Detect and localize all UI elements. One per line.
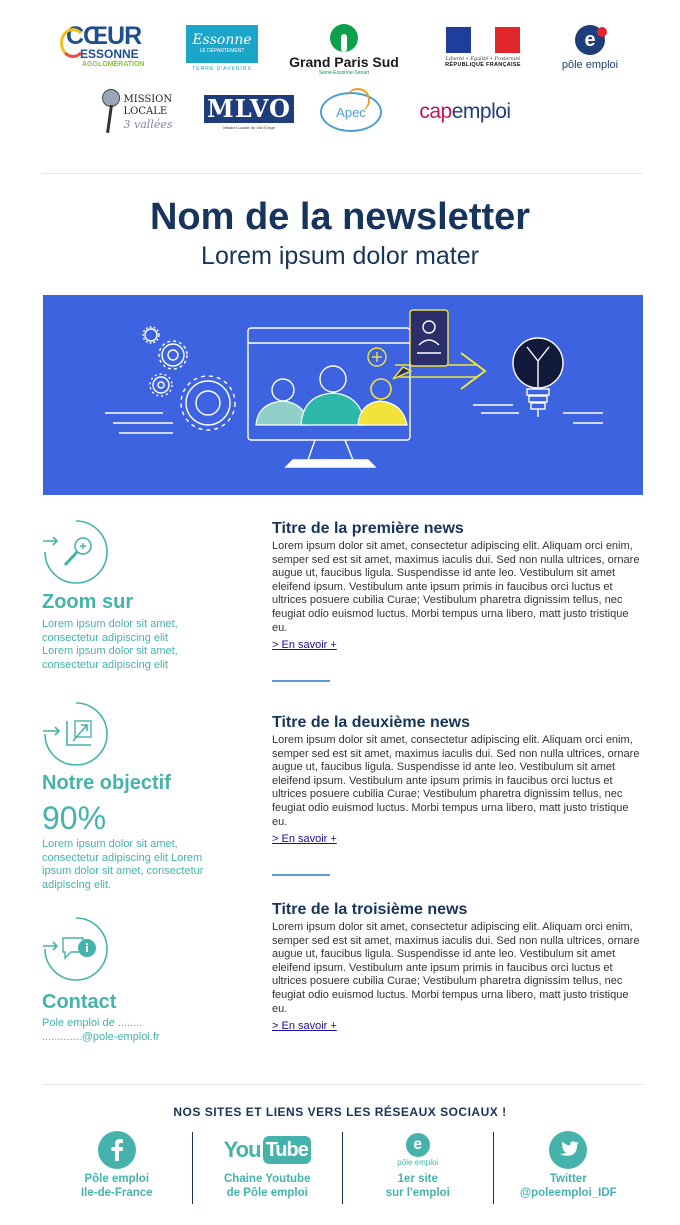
mission-locale-logo bbox=[92, 86, 180, 138]
logo-text: MLVO bbox=[204, 95, 294, 123]
link-label: Chaine Youtube bbox=[224, 1173, 311, 1185]
news-item bbox=[272, 900, 642, 1034]
gear-icon bbox=[159, 341, 187, 369]
news-body: Lorem ipsum dolor sit amet, consectetur adipiscing elit. Aliquam orci enim, semper sed est sit amet, maximus iaculis dui. Sed non nulla ultrices, ornare augue ut, faucibus ligula. Suspendisse id ante leo. Vestibulum sit amet eleifend ipsum. Vestibulum ante ipsum primis in faucibus orci luctus et ultrices posuere cubilia Curae; Vestibulum pharetra dignissim tellus, nec feugiat odio euismod luctus. Morbi tempus urna libero, matt justo tristique eu. bbox=[272, 921, 640, 1015]
person-figure-icon bbox=[100, 87, 120, 137]
divider bbox=[42, 173, 643, 174]
contact-info-icon bbox=[43, 916, 109, 982]
pole-emploi-icon: e pôle emploi bbox=[397, 1133, 438, 1167]
zoom-magnifier-icon bbox=[43, 519, 109, 585]
pole-emploi-site-link[interactable] bbox=[343, 1130, 493, 1205]
news-title: Titre de la première news bbox=[272, 520, 464, 537]
logo-text: TERRE D'AVENIRS bbox=[192, 65, 252, 72]
logo-text: Liberté • Égalité • Fraternité bbox=[445, 55, 521, 62]
logo-text: LOCALE bbox=[123, 105, 168, 117]
footer-title: NOS SITES ET LIENS VERS LES RÉSEAUX SOCIAUX ! bbox=[173, 1105, 507, 1119]
logo-text: MISSION bbox=[123, 93, 173, 105]
mlvo-logo bbox=[208, 94, 290, 130]
twitter-link[interactable] bbox=[494, 1130, 644, 1205]
facebook-link[interactable] bbox=[42, 1130, 192, 1205]
logo-text: 3 vallées bbox=[123, 117, 173, 131]
news-title: Titre de la deuxième news bbox=[272, 714, 471, 731]
essonne-logo bbox=[185, 24, 259, 72]
contact-line-1: Pole emploi de ........ bbox=[42, 1017, 143, 1029]
logo-text: AGGLOMÉRATION bbox=[82, 60, 145, 68]
zoom-title: Zoom sur bbox=[42, 591, 134, 613]
link-label: @poleemploi_IDF bbox=[519, 1186, 617, 1199]
french-flag-icon bbox=[446, 27, 520, 53]
news-separator bbox=[272, 680, 330, 682]
link-label: 1er site bbox=[397, 1173, 438, 1185]
objectif-title: Notre objectif bbox=[42, 772, 171, 794]
newsletter-subtitle: Lorem ipsum dolor mater bbox=[201, 242, 479, 270]
news-separator bbox=[272, 874, 330, 876]
logo-text: ESSONNE bbox=[80, 46, 139, 61]
logo-text: CŒUR bbox=[66, 21, 142, 50]
logo-text: pôle emploi bbox=[561, 59, 619, 71]
capemploi-logo bbox=[408, 94, 522, 130]
news-item bbox=[272, 519, 642, 653]
partner-logos bbox=[0, 0, 680, 170]
link-label: Twitter bbox=[549, 1173, 587, 1185]
logo-text: Seine-Essonne-Sénart bbox=[318, 69, 370, 76]
contact-line-2: .............@pole-emploi.fr bbox=[42, 1031, 160, 1043]
objectif-text: Lorem ipsum dolor sit amet, consectetur adipiscing elit Lorem ipsum dolor sit amet, consectetur adipiscing elit. bbox=[42, 838, 204, 891]
newsletter-title: Nom de la newsletter bbox=[149, 196, 531, 238]
news-body: Lorem ipsum dolor sit amet, consectetur adipiscing elit. Aliquam orci enim, semper sed est sit amet, maximus iaculis dui. Sed non nulla ultrices, ornare augue ut, faucibus ligula. Suspendisse id ante leo. Vestibulum sit amet eleifend ipsum. Vestibulum ante ipsum primis in faucibus orci luctus et ultrices posuere cubilia Curae; Vestibulum pharetra dignissim tellus, nec feugiat odio euismod luctus. Morbi tempus urna libero, matt justo tristique eu. bbox=[272, 734, 640, 828]
youtube-icon: You Tube bbox=[224, 1136, 311, 1164]
link-label: de Pôle emploi bbox=[226, 1186, 308, 1199]
logo-text: Apec bbox=[336, 104, 366, 120]
read-more-link[interactable]: > En savoir + bbox=[272, 833, 337, 846]
logo-text: Grand Paris Sud bbox=[289, 53, 399, 70]
gear-icon bbox=[181, 376, 235, 430]
link-label: sur l'emploi bbox=[385, 1186, 450, 1199]
hero-illustration bbox=[43, 295, 643, 495]
social-links bbox=[42, 1130, 643, 1205]
news-title: Titre de la troisième news bbox=[272, 901, 468, 918]
facebook-icon bbox=[98, 1131, 136, 1169]
logo-text: LE DÉPARTEMENT bbox=[199, 48, 245, 54]
logo-text: capemploi bbox=[419, 100, 511, 123]
pole-emploi-logo bbox=[552, 22, 628, 74]
twitter-icon bbox=[549, 1131, 587, 1169]
read-more-link[interactable]: > En savoir + bbox=[272, 1020, 337, 1033]
link-label: Ile-de-France bbox=[80, 1186, 153, 1199]
apec-logo bbox=[318, 88, 384, 136]
coeur-essonne-logo bbox=[58, 22, 150, 70]
logo-text: Mission Locale du Val d'Orge bbox=[223, 124, 275, 130]
divider bbox=[42, 1084, 643, 1085]
link-label: Pôle emploi bbox=[84, 1173, 150, 1185]
logo-text: RÉPUBLIQUE FRANÇAISE bbox=[445, 61, 521, 68]
gps-emblem-icon bbox=[326, 24, 362, 54]
swoosh-icon bbox=[60, 28, 86, 58]
grand-paris-sud-logo bbox=[282, 22, 406, 78]
pole-emploi-emblem-icon: e bbox=[575, 25, 605, 55]
republique-francaise-logo bbox=[442, 22, 524, 72]
light-bulb-icon bbox=[513, 338, 563, 417]
zoom-text: Lorem ipsum dolor sit amet, consectetur adipiscing elit Lorem ipsum dolor sit amet, consectetur adipiscing elit bbox=[42, 618, 178, 671]
contact-title: Contact bbox=[42, 991, 117, 1013]
news-body: Lorem ipsum dolor sit amet, consectetur adipiscing elit. Aliquam orci enim, semper sed est sit amet, maximus iaculis dui. Sed non nulla ultrices, ornare augue ut, faucibus ligula. Suspendisse id ante leo. Vestibulum sit amet eleifend ipsum. Vestibulum ante ipsum primis in faucibus orci luctus et ultrices posuere cubilia Curae; Vestibulum pharetra dignissim tellus, nec feugiat odio euismod luctus. Morbi tempus urna libero, matt justo tristique eu. bbox=[272, 540, 640, 634]
youtube-link[interactable] bbox=[193, 1130, 343, 1205]
objectif-value: 90% bbox=[42, 800, 107, 836]
logo-text: Essonne bbox=[192, 32, 252, 48]
gear-icon bbox=[150, 374, 172, 396]
news-item bbox=[272, 713, 642, 847]
recruitment-illustration bbox=[43, 295, 643, 495]
gear-icon bbox=[143, 327, 159, 343]
target-chart-icon bbox=[43, 701, 109, 767]
read-more-link[interactable]: > En savoir + bbox=[272, 639, 337, 652]
